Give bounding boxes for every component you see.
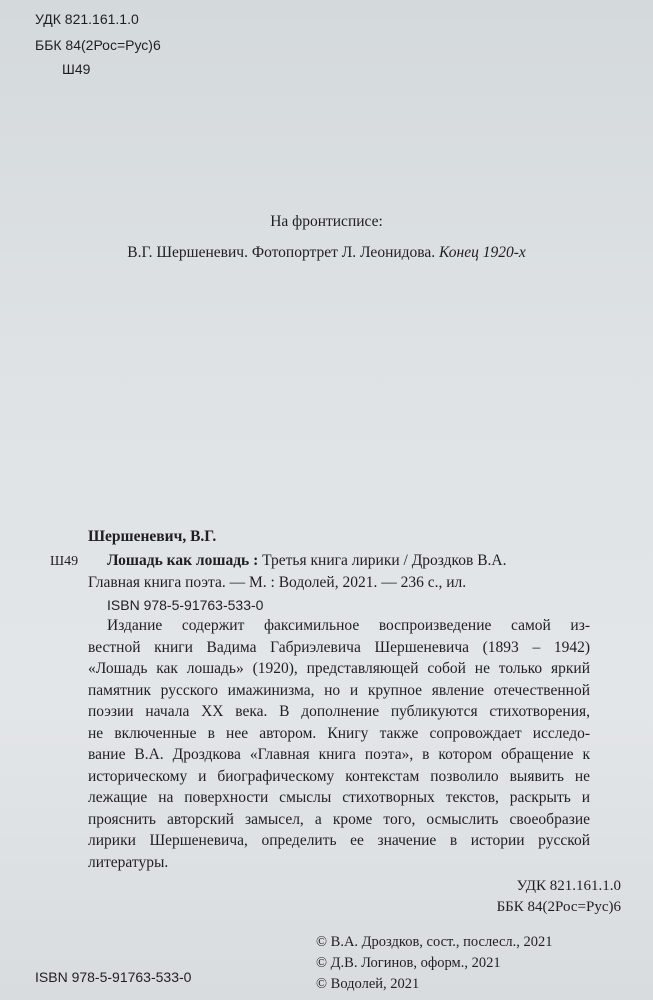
annotation-line: «Лошадь как лошадь» (1920), представляющей собой не только яркий	[88, 660, 590, 677]
header-bbk: ББК 84(2Рос=Рус)6	[35, 37, 161, 53]
annotation-line: вестной книги Вадима Габриэлевича Шершеневича (1893 – 1942)	[88, 638, 590, 656]
frontispiece-label: На фронтисписе:	[270, 213, 383, 230]
frontispiece-caption	[0, 244, 653, 262]
footer-isbn: ISBN 978-5-91763-533-0	[35, 969, 192, 985]
record-imprint: Главная книга поэта. — М. : Водолей, 2021. — 236 с., ил.	[88, 574, 467, 591]
annotation-line: Издание содержит факсимильное воспроизведение самой из-	[107, 617, 590, 634]
record-isbn: ISBN 978-5-91763-533-0	[107, 597, 264, 613]
header-udk: УДК 821.161.1.0	[35, 11, 139, 27]
record-udk: УДК 821.161.1.0	[516, 878, 621, 894]
record-title	[107, 552, 506, 570]
record-bbk: ББК 84(2Рос=Рус)6	[496, 899, 621, 915]
annotation-line: лирики Шершеневича, определить ее значение в истории русской	[88, 832, 590, 849]
annotation-line: лежащие на поверхности смыслы стихотворных текстов, раскрыть и	[88, 789, 590, 806]
annotation-line: не включенные в нее автором. Книгу также сопровождает исследо-	[88, 724, 590, 742]
record-code: Ш49	[50, 554, 79, 569]
annotation-line: вание В.А. Дроздкова «Главная книга поэта», в котором обращение к	[88, 746, 590, 763]
caption-text: В.Г. Шершеневич. Фотопортрет Л. Леонидова.	[127, 244, 436, 261]
copyright-line: © В.А. Дроздков, сост., послесл., 2021	[316, 934, 553, 950]
annotation-line: историческому и биографическому контекстам позволило выявить не	[88, 767, 590, 785]
annotation-line: литературы.	[88, 853, 169, 871]
record-author: Шершеневич, В.Г.	[88, 528, 217, 545]
caption-date: Конец 1920-х	[439, 244, 526, 261]
header-code: Ш49	[62, 61, 91, 77]
title-rest: Третья книга лирики / Дроздков В.А.	[262, 552, 507, 569]
copyright-line: © Д.В. Логинов, оформ., 2021	[316, 955, 501, 971]
copyright-line: © Водолей, 2021	[316, 976, 420, 992]
title-bold: Лошадь как лошадь :	[107, 552, 259, 569]
annotation-line: прояснить авторский замысел, а кроме того, осмыслить своеобразие	[88, 810, 590, 828]
annotation-line: поэзии начала XX века. В дополнение публикуются стихотворения,	[88, 703, 590, 720]
annotation-line: памятник русского имажинизма, но и крупное явление отечественной	[88, 681, 590, 699]
